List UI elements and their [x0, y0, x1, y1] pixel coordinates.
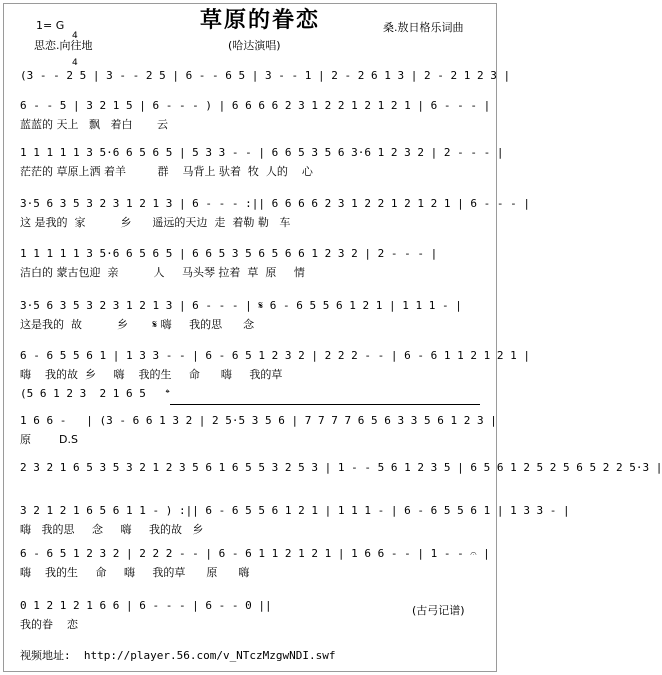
lyric-line: 这是我的 故 乡 𝄋 嗨 我的思 念: [20, 318, 255, 331]
time-signature-top: 4: [72, 31, 78, 41]
key-signature: 1= G: [36, 19, 65, 32]
notation-line: 3·5 6 3 5 3 2 3 1 2 1 3 | 6 - - - | 𝄋 6 - 6 5 5 6 1 2 1 | 1 1 1 - |: [20, 299, 462, 312]
lyric-line: 我的眷 恋: [20, 618, 78, 631]
lyric-line: 这 是我的 家 乡 遥远的天边 走 着勒 勒 车: [20, 216, 291, 229]
volta-bracket: [170, 404, 480, 405]
notation-line: 6 - - 5 | 3 2 1 5 | 6 - - - ) | 6 6 6 6 2 3 1 2 2 1 2 1 2 1 | 6 - - - |: [20, 99, 491, 112]
notation-line: 1 1 1 1 1 3 5·6 6 5 6 5 | 5 3 3 - - | 6 6 5 3 5 6 3·6 1 2 3 2 | 2 - - - |: [20, 146, 504, 159]
notation-line: 1 1 1 1 1 3 5·6 6 5 6 5 | 6 6 5 3 5 6 5 6 6 1 2 3 2 | 2 - - - |: [20, 247, 438, 260]
notation-line: 2 3 2 1 6 5 3 5 3 2 1 2 3 5 6 1 6 5 5 3 2 5 3 | 1 - - 5 6 1 2 3 5 | 6 5 6 1 2 5 2 5 6 5 2 2 5·3 |: [20, 461, 662, 474]
transcriber-note: (古弓记谱): [412, 604, 465, 617]
lyric-line: 洁白的 蒙古包迎 亲 人 马头琴 拉着 草 原 情: [20, 266, 305, 279]
tempo-expression: 思恋.向往地: [34, 39, 93, 52]
lyric-line: 茫茫的 草原上洒 着羊 群 马背上 驮着 牧 人的 心: [20, 165, 313, 178]
notation-line: 6 - 6 5 1 2 3 2 | 2 2 2 - - | 6 - 6 1 1 2 1 2 1 | 1 6 6 - - | 1 - - 𝄐 |: [20, 547, 490, 560]
lyric-line: 嗨 我的思 念 嗨 我的故 乡: [20, 523, 204, 536]
notation-line: (5 6 1 2 3 2 1 6 5 𝄌: [20, 387, 170, 400]
lyric-line: 嗨 我的生 命 嗨 我的草 原 嗨: [20, 566, 250, 579]
composer-credit: 桑.敖日格乐词曲: [383, 21, 464, 34]
notation-line: 3 2 1 2 1 6 5 6 1 1 - ) :|| 6 - 6 5 5 6 1 2 1 | 1 1 1 - | 6 - 6 5 5 6 1 | 1 3 3 - |: [20, 504, 570, 517]
video-link[interactable]: 视频地址: http://player.56.com/v_NTczMzgwNDI.swf: [20, 649, 336, 662]
notation-line: 0 1 2 1 2 1 6 6 | 6 - - - | 6 - - 0 ||: [20, 599, 272, 612]
notation-line: 3·5 6 3 5 3 2 3 1 2 1 3 | 6 - - - :|| 6 6 6 6 2 3 1 2 2 1 2 1 2 1 | 6 - - - |: [20, 197, 530, 210]
notation-line: 6 - 6 5 5 6 1 | 1 3 3 - - | 6 - 6 5 1 2 3 2 | 2 2 2 - - | 6 - 6 1 1 2 1 2 1 |: [20, 349, 530, 362]
lyric-line: 嗨 我的故 乡 嗨 我的生 命 嗨 我的草: [20, 368, 283, 381]
lyric-line: 蓝蓝的 天上 飘 着白 云: [20, 118, 168, 131]
notation-line: (3 - - 2 5 | 3 - - 2 5 | 6 - - 6 5 | 3 - - 1 | 2 - 2 6 1 3 | 2 - 2 1 2 3 |: [20, 69, 511, 82]
song-title: 草原的眷恋: [200, 8, 321, 33]
notation-line: 1 6 6 - | (3 - 6 6 1 3 2 | 2 5·5 3 5 6 | 7 7 7 7 6 5 6 3 3 5 6 1 2 3 |: [20, 414, 497, 427]
lyric-line: 原 D.S: [20, 433, 78, 446]
time-signature-bottom: 4: [72, 58, 78, 68]
performer-note: (哈达演唱): [228, 39, 281, 52]
